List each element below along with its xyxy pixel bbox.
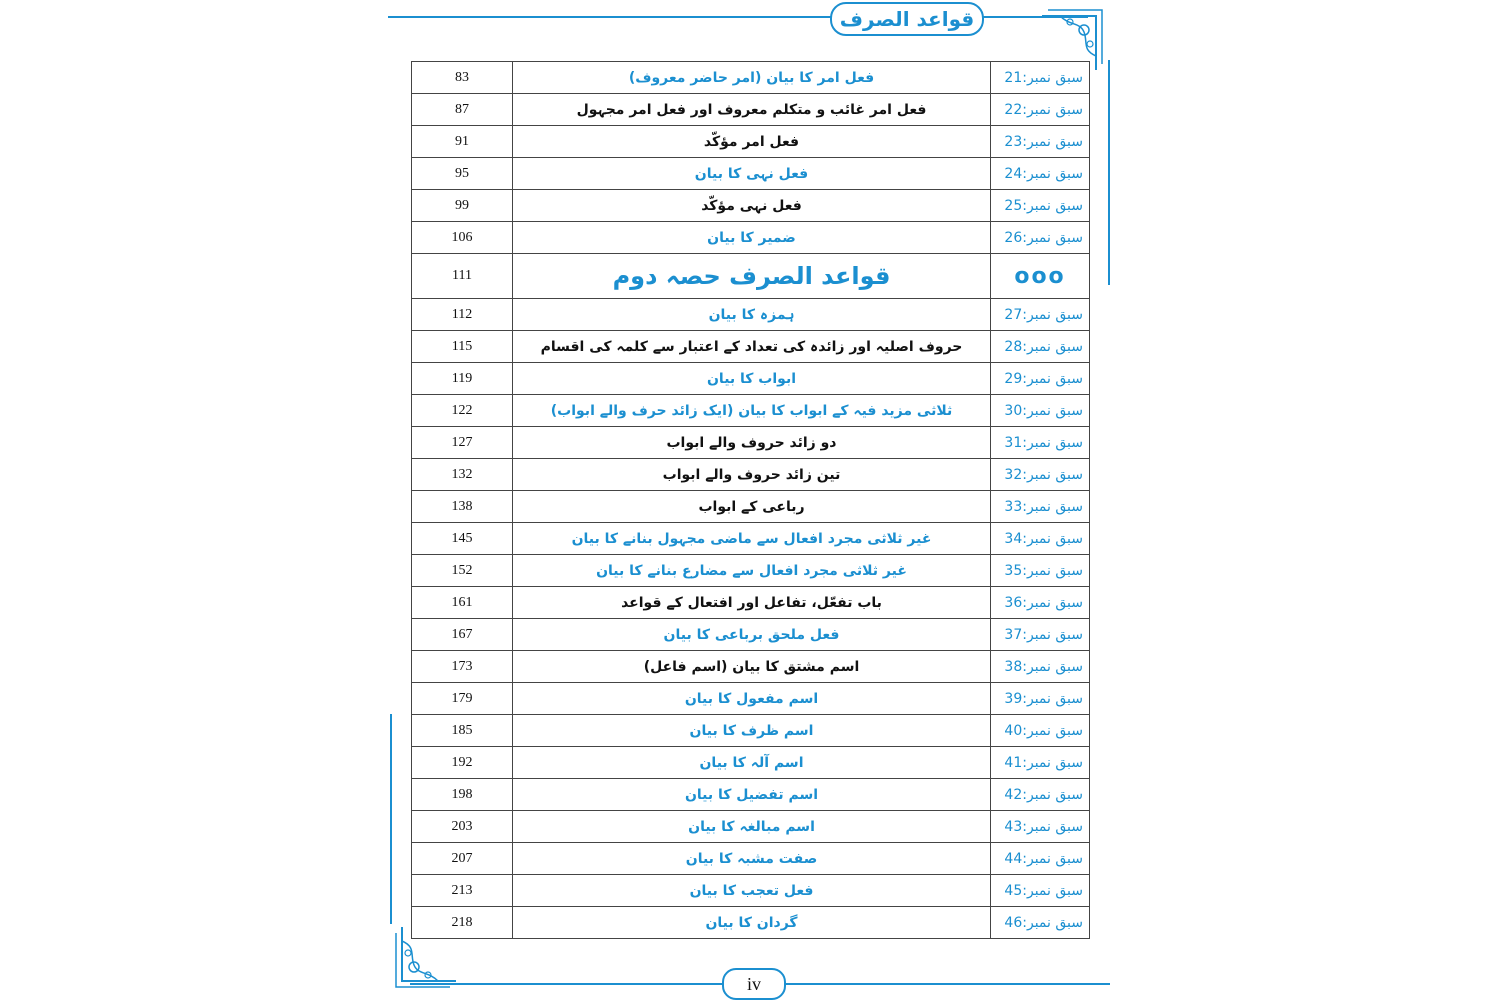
lesson-number: سبق نمبر:41 bbox=[991, 747, 1090, 779]
page-number-cell: 119 bbox=[412, 363, 513, 395]
lesson-title: باب تفعّل، تفاعل اور افتعال کے قواعد bbox=[513, 587, 991, 619]
page-number-cell: 111 bbox=[412, 254, 513, 299]
page-number-cell: 112 bbox=[412, 299, 513, 331]
page-number-cell: 192 bbox=[412, 747, 513, 779]
toc-row bbox=[412, 459, 1090, 491]
toc-row bbox=[412, 190, 1090, 222]
lesson-title: حروف اصلیہ اور زائدہ کی تعداد کے اعتبار سے کلمہ کی اقسام bbox=[513, 331, 991, 363]
lesson-number: سبق نمبر:37 bbox=[991, 619, 1090, 651]
lesson-title: اسم مشتق کا بیان (اسم فاعل) bbox=[513, 651, 991, 683]
lesson-number: سبق نمبر:33 bbox=[991, 491, 1090, 523]
toc-row bbox=[412, 158, 1090, 190]
toc-row bbox=[412, 427, 1090, 459]
page-number-cell: 145 bbox=[412, 523, 513, 555]
page-number-cell: 218 bbox=[412, 907, 513, 939]
section-marker: ooo bbox=[991, 254, 1090, 299]
page-number-cell: 173 bbox=[412, 651, 513, 683]
lesson-number: سبق نمبر:26 bbox=[991, 222, 1090, 254]
toc-row bbox=[412, 555, 1090, 587]
lesson-number: سبق نمبر:25 bbox=[991, 190, 1090, 222]
lesson-title: فعل نہی کا بیان bbox=[513, 158, 991, 190]
lesson-number: سبق نمبر:39 bbox=[991, 683, 1090, 715]
lesson-title: دو زائد حروف والے ابواب bbox=[513, 427, 991, 459]
lesson-number: سبق نمبر:36 bbox=[991, 587, 1090, 619]
lesson-title: فعل امر کا بیان (امر حاضر معروف) bbox=[513, 62, 991, 94]
lesson-title: صفت مشبہ کا بیان bbox=[513, 843, 991, 875]
page-number-cell: 99 bbox=[412, 190, 513, 222]
page-number-cell: 83 bbox=[412, 62, 513, 94]
page-number-cell: 122 bbox=[412, 395, 513, 427]
lesson-number: سبق نمبر:46 bbox=[991, 907, 1090, 939]
lesson-title: فعل ملحق برباعی کا بیان bbox=[513, 619, 991, 651]
lesson-title: اسم آلہ کا بیان bbox=[513, 747, 991, 779]
page-number-cell: 161 bbox=[412, 587, 513, 619]
toc-row bbox=[412, 907, 1090, 939]
toc-row bbox=[412, 395, 1090, 427]
lesson-title: فعل تعجب کا بیان bbox=[513, 875, 991, 907]
toc-row bbox=[412, 331, 1090, 363]
toc-row bbox=[412, 62, 1090, 94]
toc-row bbox=[412, 683, 1090, 715]
left-border-rule bbox=[390, 714, 392, 924]
toc-row bbox=[412, 523, 1090, 555]
lesson-title: گردان کا بیان bbox=[513, 907, 991, 939]
lesson-title: ابواب کا بیان bbox=[513, 363, 991, 395]
lesson-title: فعل امر مؤکّد bbox=[513, 126, 991, 158]
toc-row bbox=[412, 222, 1090, 254]
toc-row bbox=[412, 126, 1090, 158]
lesson-number: سبق نمبر:35 bbox=[991, 555, 1090, 587]
section-title: قواعد الصرف حصہ دوم bbox=[513, 254, 991, 299]
toc-row bbox=[412, 715, 1090, 747]
lesson-number: سبق نمبر:22 bbox=[991, 94, 1090, 126]
toc-row bbox=[412, 587, 1090, 619]
page-number-cell: 213 bbox=[412, 875, 513, 907]
table-of-contents bbox=[411, 61, 1090, 939]
toc-row bbox=[412, 299, 1090, 331]
page-number-cell: 152 bbox=[412, 555, 513, 587]
page-number-cell: 132 bbox=[412, 459, 513, 491]
page-number-cell: 167 bbox=[412, 619, 513, 651]
lesson-number: سبق نمبر:32 bbox=[991, 459, 1090, 491]
page-number-cell: 185 bbox=[412, 715, 513, 747]
lesson-title: تین زائد حروف والے ابواب bbox=[513, 459, 991, 491]
toc-row bbox=[412, 491, 1090, 523]
lesson-number: سبق نمبر:24 bbox=[991, 158, 1090, 190]
lesson-title: اسم مفعول کا بیان bbox=[513, 683, 991, 715]
toc-row bbox=[412, 363, 1090, 395]
lesson-number: سبق نمبر:29 bbox=[991, 363, 1090, 395]
page-number-cell: 91 bbox=[412, 126, 513, 158]
lesson-title: ہمزہ کا بیان bbox=[513, 299, 991, 331]
toc-row bbox=[412, 747, 1090, 779]
lesson-number: سبق نمبر:43 bbox=[991, 811, 1090, 843]
toc-row bbox=[412, 94, 1090, 126]
page-number-cell: 115 bbox=[412, 331, 513, 363]
page-number-cell: 203 bbox=[412, 811, 513, 843]
toc-row bbox=[412, 811, 1090, 843]
lesson-title: فعل نہی مؤکّد bbox=[513, 190, 991, 222]
section-row bbox=[412, 254, 1090, 299]
lesson-title: فعل امر غائب و متکلم معروف اور فعل امر مجہول bbox=[513, 94, 991, 126]
lesson-number: سبق نمبر:42 bbox=[991, 779, 1090, 811]
page-number-cell: 127 bbox=[412, 427, 513, 459]
lesson-number: سبق نمبر:34 bbox=[991, 523, 1090, 555]
lesson-title: اسم ظرف کا بیان bbox=[513, 715, 991, 747]
page-number-cell: 87 bbox=[412, 94, 513, 126]
toc-row bbox=[412, 843, 1090, 875]
toc-row bbox=[412, 875, 1090, 907]
lesson-number: سبق نمبر:23 bbox=[991, 126, 1090, 158]
lesson-title: رباعی کے ابواب bbox=[513, 491, 991, 523]
toc-row bbox=[412, 779, 1090, 811]
toc-row bbox=[412, 651, 1090, 683]
lesson-title: ضمیر کا بیان bbox=[513, 222, 991, 254]
lesson-number: سبق نمبر:30 bbox=[991, 395, 1090, 427]
page-number-cell: 106 bbox=[412, 222, 513, 254]
lesson-number: سبق نمبر:40 bbox=[991, 715, 1090, 747]
page-number-cell: 138 bbox=[412, 491, 513, 523]
lesson-number: سبق نمبر:31 bbox=[991, 427, 1090, 459]
lesson-title: اسم مبالغہ کا بیان bbox=[513, 811, 991, 843]
toc-row bbox=[412, 619, 1090, 651]
lesson-number: سبق نمبر:44 bbox=[991, 843, 1090, 875]
lesson-title: غیر ثلاثی مجرد افعال سے مضارع بنانے کا بیان bbox=[513, 555, 991, 587]
lesson-number: سبق نمبر:21 bbox=[991, 62, 1090, 94]
page-number-cell: 198 bbox=[412, 779, 513, 811]
page-number: iv bbox=[722, 968, 786, 1000]
lesson-number: سبق نمبر:28 bbox=[991, 331, 1090, 363]
right-border-rule bbox=[1108, 60, 1110, 285]
lesson-title: ثلاثی مزید فیہ کے ابواب کا بیان (ایک زائد حرف والے ابواب) bbox=[513, 395, 991, 427]
lesson-number: سبق نمبر:45 bbox=[991, 875, 1090, 907]
book-title: قواعد الصرف bbox=[830, 2, 984, 36]
page-number-cell: 179 bbox=[412, 683, 513, 715]
lesson-number: سبق نمبر:27 bbox=[991, 299, 1090, 331]
page-number-cell: 207 bbox=[412, 843, 513, 875]
page-number-cell: 95 bbox=[412, 158, 513, 190]
lesson-title: اسم تفضیل کا بیان bbox=[513, 779, 991, 811]
lesson-title: غیر ثلاثی مجرد افعال سے ماضی مجہول بنانے کا بیان bbox=[513, 523, 991, 555]
lesson-number: سبق نمبر:38 bbox=[991, 651, 1090, 683]
